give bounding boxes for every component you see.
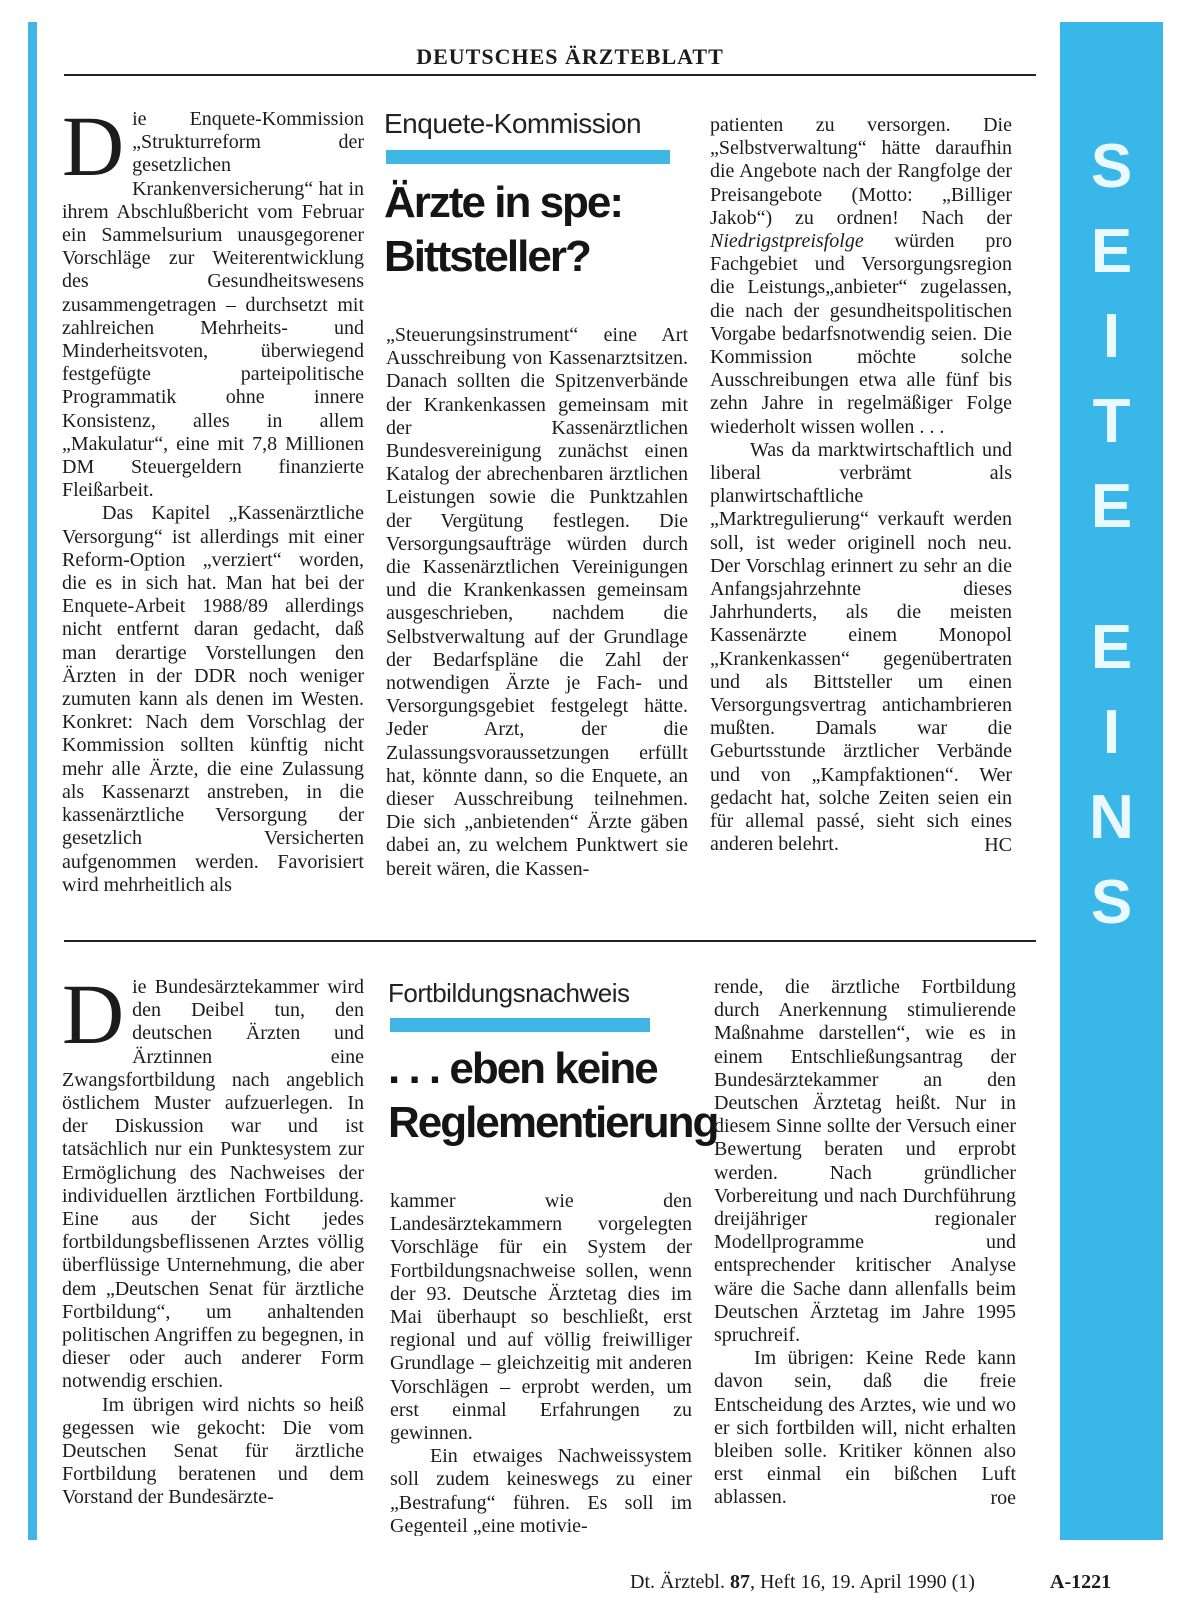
band-letter: S xyxy=(1090,868,1133,937)
footer-page-number: A-1221 xyxy=(1050,1571,1112,1593)
article1-paragraph: „Steuerungsinstrument“ eine Art Ausschreibung von Kassenarztsitzen. Danach sollten die Spitzenverbände der Krankenkassen gemeinsam mit der Kassenärztlichen Bundesvereinigung zunächst einen Katalog der abrechenbaren ärztlichen Leistungen sowie die Punktzahlen der Vergütung festlegen. Die Versorgungsaufträge würden durch die Kassenärztlichen Vereinigungen und die Krankenkassen gemeinsam ausgeschrieben, nachdem die Selbstverwaltung auf der Grundlage der Bedarfspläne die Zahl der notwendigen Ärzte je Fach- und Versorgungsgebiet festgelegt hätte. Jeder Arzt, der die Zulassungsvoraussetzungen erfüllt hat, könnte dann, so die Enquete, an dieser Ausschreibung teilnehmen. Die sich „anbietenden“ Ärzte gäben dabei an, zu welchem Punktwert sie bereit wären, die Kassen- xyxy=(386,324,688,880)
article1-column-1 xyxy=(62,108,364,930)
article2-paragraph: kammer wie den Landesärztekammern vorgelegten Vorschläge für ein System der Fortbildungsnachweise sollen, wenn der 93. Deutsche Ärztetag dies im Mai überhaupt so beschließt, erst regional und auf völlig freiwilliger Grundlage – gleichzeitig mit anderen Vorschlägen – erprobt werden, um erst einmal Erfahrungen zu gewinnen. xyxy=(390,1190,692,1445)
section-divider xyxy=(64,940,1036,942)
article2-kicker: Fortbildungsnachweis xyxy=(388,978,630,1008)
article1-headline-line1: Ärzte in spe: xyxy=(384,178,623,227)
article2-dropcap: D xyxy=(62,976,125,1062)
seite-eins-vertical-label xyxy=(1060,124,1163,945)
article2-column-1 xyxy=(62,976,364,1536)
seite-eins-band xyxy=(1060,22,1163,1540)
article2-paragraph: rende, die ärztliche Fortbildung durch Anerkennung stimulierende Maßnahme darstellen“, wie es in einem Entschließungsantrag der Bundesärztekammer an den Deutschen Ärztetag heißt. Nur in diesem Sinne sollte der Versuch einer Bewertung beraten und erprobt werden. Nach gründlicher Vorbereitung und nach Durchführung dreijähriger regionaler Modellprogramme und entsprechender kritischer Analyse wäre die Sache dann allenfalls beim Deutschen Ärztetag im Jahre 1995 spruchreif. xyxy=(714,976,1016,1347)
article1-signature: HC xyxy=(984,833,1012,856)
article1-dropcap: D xyxy=(62,108,125,194)
article2-paragraph: Ein etwaiges Nachweissystem soll zudem keineswegs zu einer „Bestrafung“ führen. Es soll im Gegenteil „eine motivie- xyxy=(390,1445,692,1536)
article2-column-3 xyxy=(714,976,1016,1536)
article2-headline-line2: Reglementierung xyxy=(388,1098,718,1147)
article1-kicker: Enquete-Kommission xyxy=(384,108,642,139)
article2-paragraph: ie Bundesärztekammer wird den Deibel tun, den deutschen Ärzten und Ärztinnen eine Zwangsfortbildung nach angeblich östlichem Muster aufzuerlegen. In der Diskussion war und ist tatsächlich nur ein Punktesystem zur Ermöglichung des Nachweises der individuellen ärztlichen Fortbildung. Eine aus der Sicht jedes fortbildungsbeflissenen Arztes völlig überflüssige Unternehmung, die aber dem „Deutschen Senat für ärztliche Fortbildung“, um anhaltenden politischen Angriffen zu begegnen, in dieser oder auch anderer Form notwendig erschien. xyxy=(62,976,364,1393)
band-letter: N xyxy=(1089,783,1134,852)
article1-paragraph: ie Enquete-Kommission „Strukturreform der gesetzlichen Krankenversicherung“ hat in ihrem Abschlußbericht vom Februar ein Sammelsurium unausgegorener Vorschläge zur Weiterentwicklung des Gesundheitswesens zusammengetragen – durchsetzt mit zahlreichen Mehrheits- und Minderheitsvoten, überwiegend festgefügte parteipolitische Programmatik ohne innere Konsistenz, alles in allem „Makulatur“, eine mit 7,8 Millionen DM Steuergeldern finanzierte Fleißarbeit. xyxy=(62,108,364,502)
article1-column-3 xyxy=(710,114,1012,932)
band-letter: I xyxy=(1102,698,1121,767)
article1-kicker-bar xyxy=(386,150,670,164)
band-letter: I xyxy=(1102,302,1121,371)
article2-kicker-bar xyxy=(390,1018,650,1032)
band-letter: E xyxy=(1090,613,1133,682)
footer-volume: 87 xyxy=(729,1571,750,1593)
journal-title: DEUTSCHES ÄRZTEBLATT xyxy=(416,44,724,69)
band-letter: E xyxy=(1090,217,1133,286)
article1-paragraph: Was da marktwirtschaftlich und liberal verbrämt als planwirtschaftliche „Marktregulierung“ verkauft werden soll, ist weder originell noch neu. Der Vorschlag erinnert zu sehr an die Anfangsjahrzehnte dieses Jahrhunderts, als die meisten Kassenärzte einem Monopol „Krankenkassen“ gegenübertraten und als Bittsteller um einen Versorgungsvertrag antichambrieren mußten. Damals war die Geburtsstunde ärztlicher Verbände und von „Kampfaktionen“. Wer gedacht hat, solche Zeiten seien ein für allemal passé, sieht sich eines anderen belehrt. xyxy=(710,438,1012,856)
article1-headline xyxy=(384,176,622,284)
article2-headline xyxy=(388,1042,717,1150)
article2-paragraph: Im übrigen wird nichts so heiß gegessen wie gekocht: Die vom Deutschen Senat für ärztliche Fortbildung beratenen und dem Vorstand der Bundesärzte- xyxy=(62,1393,364,1509)
emphasis-niedrigstpreisfolge: Niedrigstpreisfolge xyxy=(710,230,864,253)
article1-paragraph: patienten zu versorgen. Die „Selbstverwaltung“ hätte daraufhin die Angebote nach der Rangfolge der Preisangebote (Motto: „Billiger Jakob“) zu ordnen! Nach der Niedrigstpreisfolge würden pro Fachgebiet und Versorgungsregion die Leistungs„anbieter“ zugelassen, die nach der gesundheitspolitischen Vorgabe bedarfsnotwendig seien. Die Kommission möchte solche Ausschreibungen etwa alle fünf bis zehn Jahre in regelmäßiger Folge wiederholt wissen wollen . . . xyxy=(710,114,1012,438)
footer-citation: Dt. Ärztebl. 87, Heft 16, 19. April 1990 (1) xyxy=(630,1571,975,1593)
article1-headline-line2: Bittsteller? xyxy=(384,232,590,281)
band-letter: S xyxy=(1090,132,1133,201)
article2-headline-line1: . . . eben keine xyxy=(388,1044,657,1093)
article1-column-2 xyxy=(386,324,688,932)
article1-paragraph: Das Kapitel „Kassenärztliche Versorgung“ ist allerdings mit einer Reform-Option „verziert“ worden, die es in sich hat. Man hat bei der Enquete-Arbeit 1988/89 allerdings nicht entfernt daran gedacht, daß man derartige Vorstellungen den Ärzten in der DDR noch weniger zumuten kann als denen im Westen. Konkret: Nach dem Vorschlag der Kommission sollten künftig nicht mehr alle Ärzte, die eine Zulassung als Kassenarzt anstreben, in die kassenärztliche Versorgung der gesetzlich Versicherten aufgenommen werden. Favorisiert wird mehrheitlich als xyxy=(62,502,364,896)
article2-column-2 xyxy=(390,1190,692,1536)
band-letter: T xyxy=(1092,387,1131,456)
left-accent-rule xyxy=(28,22,37,1540)
band-letter: E xyxy=(1090,472,1133,541)
header-rule xyxy=(64,74,1036,76)
article2-paragraph: Im übrigen: Keine Rede kann davon sein, daß die freie Entscheidung des Arztes, wie und wo er sich fortbilden will, nicht erhalten bleiben solle. Kritiker können also erst einmal ein bißchen Luft ablassen. xyxy=(714,1347,1016,1509)
article2-signature: roe xyxy=(990,1486,1016,1509)
